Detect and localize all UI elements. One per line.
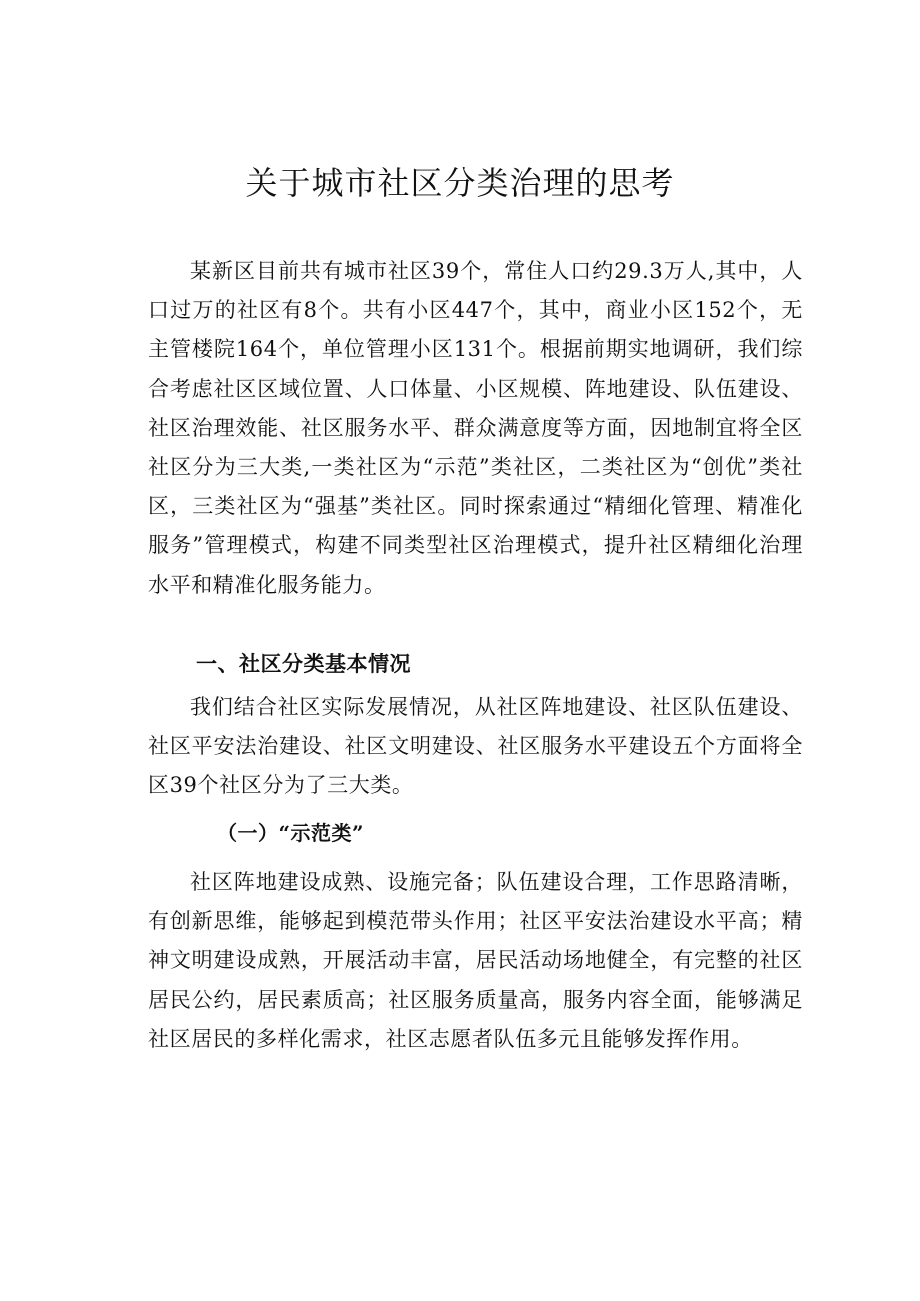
subsection-heading: （一）“示范类” [217,821,365,845]
document-title: 关于城市社区分类治理的思考 [245,164,675,202]
subsection-paragraph: 社区阵地建设成熟、设施完备；队伍建设合理，工作思路清晰，有创新思维，能够起到模范带头作用；社区平安法治建设水平高；精神文明建设成熟，开展活动丰富，居民活动场地健全，有完整的社区居民公约，居民素质高；社区服务质量高，服务内容全面，能够满足社区居民的多样化需求，社区志愿者队伍多元且能够发挥作用。 [148,870,803,1051]
intro-paragraph: 某新区目前共有城市社区39个，常住人口约29.3万人,其中，人口过万的社区有8个。共有小区447个，其中，商业小区152个，无主管楼院164个，单位管理小区131个。根据前期实地调研，我们综合考虑社区区域位置、人口体量、小区规模、阵地建设、队伍建设、社区治理效能、社区服务水平、群众满意度等方面，因地制宜将全区社区分为三大类,一类社区为“示范”类社区，二类社区为“创优”类社区，三类社区为“强基”类社区。同时探索通过“精细化管理、精准化服务”管理模式，构建不同类型社区治理模式，提升社区精细化治理水平和精准化服务能力。 [148,259,803,597]
section-heading: 一、社区分类基本情况 [196,652,411,676]
section-paragraph: 我们结合社区实际发展情况，从社区阵地建设、社区队伍建设、社区平安法治建设、社区文明建设、社区服务水平建设五个方面将全区39个社区分为了三大类。 [148,695,803,798]
